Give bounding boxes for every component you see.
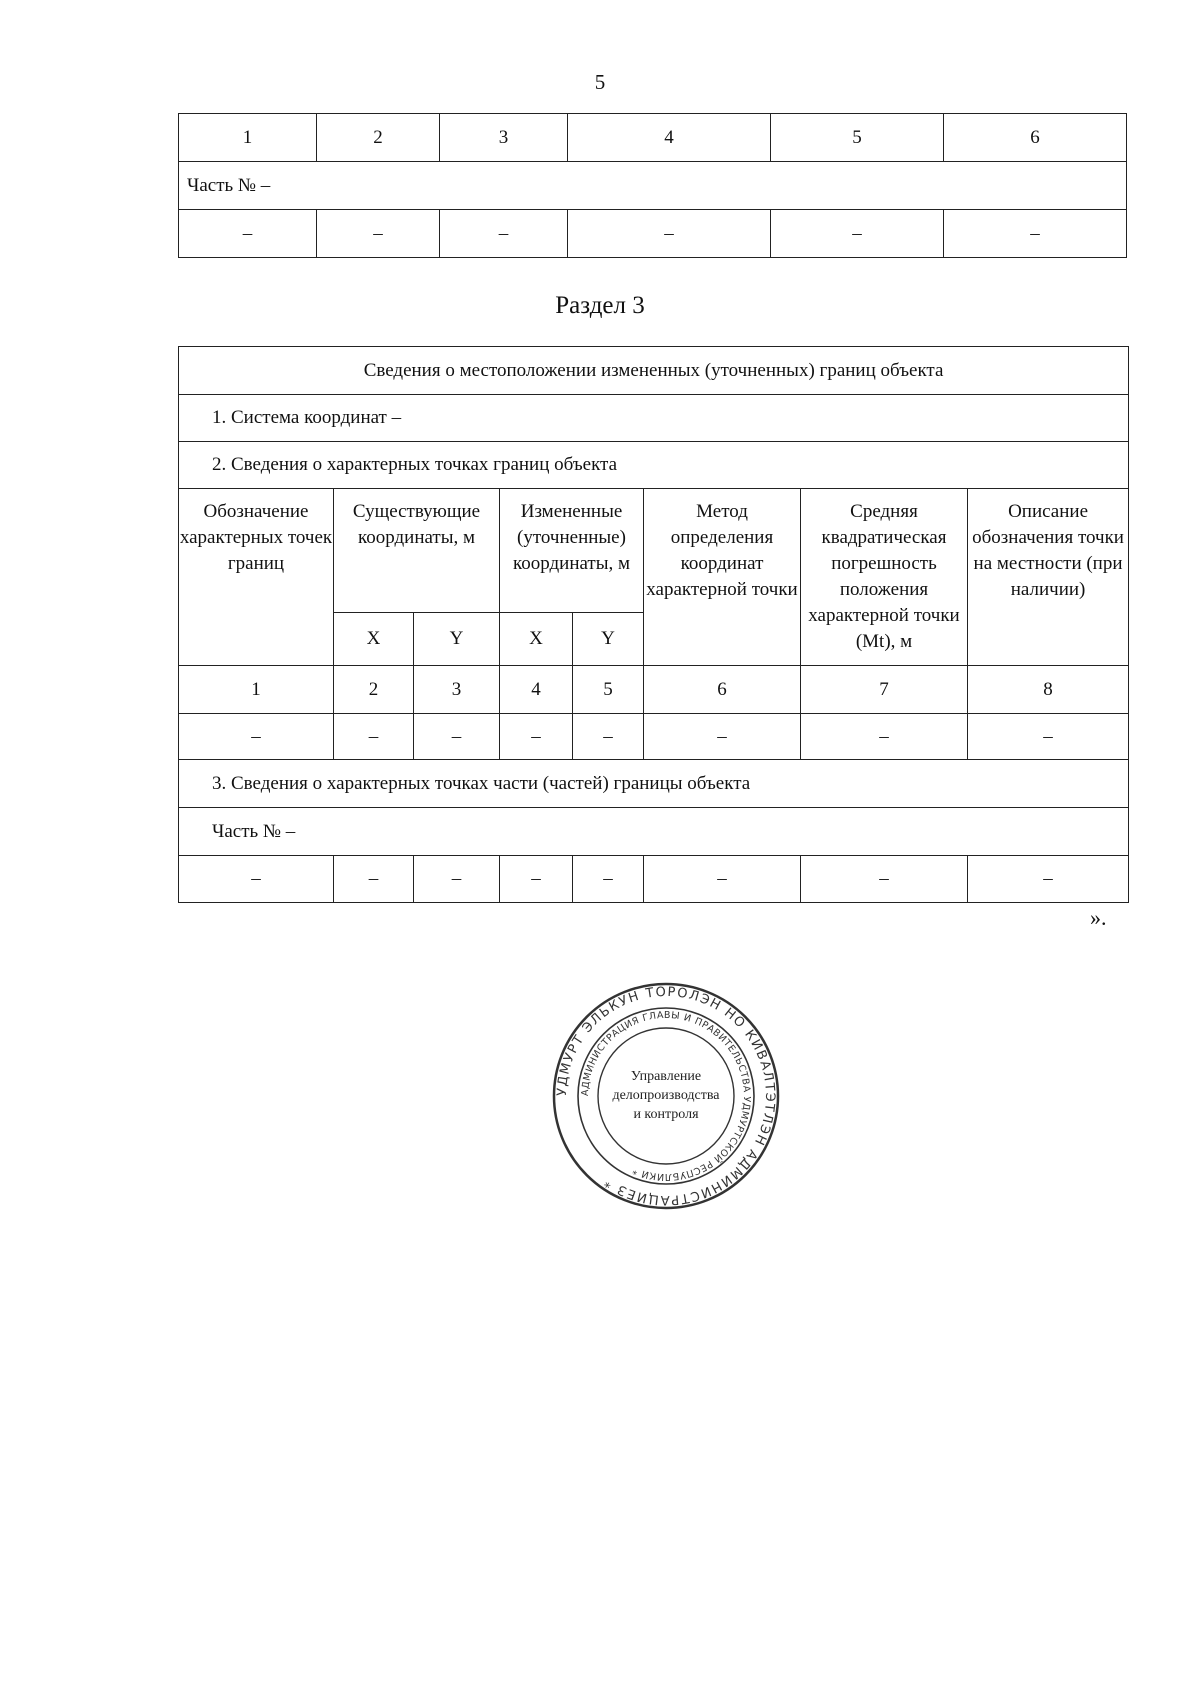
column-number: 3 — [440, 114, 568, 162]
table-cell: – — [573, 856, 644, 903]
part-row — [179, 162, 1127, 210]
table-cell: – — [317, 210, 440, 258]
table-cell: – — [801, 714, 968, 760]
continuation-table — [178, 113, 1127, 258]
table-cell: – — [573, 714, 644, 760]
column-numbers-row — [179, 666, 1129, 714]
table-cell: – — [179, 856, 334, 903]
seal-center-line: делопроизводства — [612, 1088, 720, 1103]
sub-header-x: X — [500, 613, 573, 666]
column-number: 7 — [801, 666, 968, 714]
column-number: 6 — [644, 666, 801, 714]
header-changed-coordinates: Измененные (уточненные) координаты, м — [500, 489, 644, 613]
table-cell: – — [771, 210, 944, 258]
table-cell: – — [568, 210, 771, 258]
sub-header-y: Y — [414, 613, 500, 666]
table-cell: – — [801, 856, 968, 903]
header-designation: Обозначение характерных точек границ — [179, 489, 334, 666]
part-label: Часть № – — [179, 162, 1127, 210]
table-row — [179, 210, 1127, 258]
table-cell: – — [500, 856, 573, 903]
table-cell: – — [944, 210, 1127, 258]
parts-heading-row — [179, 760, 1129, 808]
header-method: Метод определения координат характерной точки — [644, 489, 801, 666]
table-cell: – — [414, 856, 500, 903]
coordinate-system-row — [179, 395, 1129, 442]
column-number: 1 — [179, 114, 317, 162]
table-cell: – — [644, 714, 801, 760]
seal-inner-text: АДМИНИСТРАЦИЯ ГЛАВЫ И ПРАВИТЕЛЬСТВА УДМУРТСКОЙ РЕСПУБЛИКИ * — [579, 1009, 753, 1183]
table-cell: – — [440, 210, 568, 258]
table-title: Сведения о местоположении измененных (уточненных) границ объекта — [179, 347, 1129, 395]
table-cell: – — [968, 714, 1129, 760]
table-title-row — [179, 347, 1129, 395]
header-existing-coordinates: Существующие координаты, м — [334, 489, 500, 613]
official-seal — [552, 982, 780, 1210]
parts-heading: 3. Сведения о характерных точках части (частей) границы объекта — [179, 760, 1129, 808]
column-number: 5 — [771, 114, 944, 162]
column-number: 8 — [968, 666, 1129, 714]
column-number: 1 — [179, 666, 334, 714]
column-number: 6 — [944, 114, 1127, 162]
page-number: 5 — [594, 70, 606, 94]
column-number: 4 — [568, 114, 771, 162]
header-description: Описание обозначения точки на местности (при наличии) — [968, 489, 1129, 666]
column-number: 4 — [500, 666, 573, 714]
seal-center-line: и контроля — [633, 1107, 699, 1122]
sub-header-y: Y — [573, 613, 644, 666]
part-row — [179, 808, 1129, 856]
seal-center-line: Управление — [630, 1069, 702, 1084]
table-cell: – — [644, 856, 801, 903]
column-number: 3 — [414, 666, 500, 714]
section-title: Раздел 3 — [555, 292, 645, 319]
table-cell: – — [334, 856, 414, 903]
column-number: 5 — [573, 666, 644, 714]
table-cell: – — [500, 714, 573, 760]
boundaries-table — [178, 346, 1129, 903]
points-heading: 2. Сведения о характерных точках границ объекта — [179, 442, 1129, 489]
header-error: Средняя квадратическая погрешность положения характерной точки (Mt), м — [801, 489, 968, 666]
part-label: Часть № – — [179, 808, 1129, 856]
seal-outer-text: УДМУРТ ЭЛЬКУН ТОРОЛЭН НО КИВАЛТЭТЛЭН АДМИНИСТРАЦИЕЗ * — [554, 984, 778, 1208]
table-cell: – — [334, 714, 414, 760]
closing-quote: ». — [1090, 905, 1107, 930]
table-header-row — [179, 114, 1127, 162]
column-number: 2 — [334, 666, 414, 714]
table-cell: – — [414, 714, 500, 760]
table-cell: – — [179, 714, 334, 760]
points-heading-row — [179, 442, 1129, 489]
coordinate-system: 1. Система координат – — [179, 395, 1129, 442]
column-number: 2 — [317, 114, 440, 162]
column-header-row — [179, 489, 1129, 613]
table-cell: – — [968, 856, 1129, 903]
table-cell: – — [179, 210, 317, 258]
table-row — [179, 714, 1129, 760]
sub-header-x: X — [334, 613, 414, 666]
table-row — [179, 856, 1129, 903]
